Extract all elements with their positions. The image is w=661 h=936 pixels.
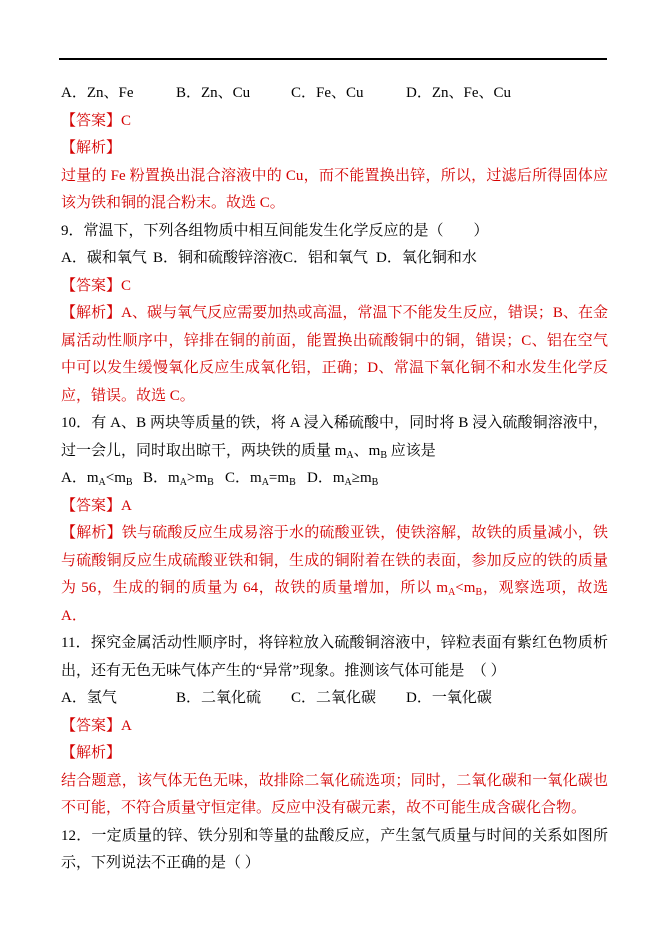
question-11-answer: 【答案】A xyxy=(61,717,132,734)
question-10-option-b: B．$m_A>m_B$ xyxy=(143,470,214,488)
question-9-options-row xyxy=(61,245,608,273)
question-10-option-c: C．$m_A=m_B$ xyxy=(225,470,296,488)
question-8-option-b: B．Zn、Cu xyxy=(176,85,251,101)
question-9-stem: 9．常温下，下列各组物质中相互间能发生化学反应的是（ ） xyxy=(61,222,489,239)
question-10-option-a: A．$m_A<m_B$ xyxy=(61,470,133,488)
question-9-option-b: B．铜和硫酸锌溶液 xyxy=(153,250,284,266)
question-11-analysis: 结合题意，该气体无色无味，故排除二氧化硫选项；同时，二氧化碳和一氧化碳也不可能，不符合质量守恒定律。反应中没有碳元素，故不可能生成含碳化合物。 xyxy=(61,772,608,816)
question-8-option-a: A．Zn、Fe xyxy=(61,85,134,101)
question-8-answer: 【答案】C xyxy=(61,112,132,129)
question-9-option-d: D．氧化铜和水 xyxy=(376,250,477,266)
question-11-options-row xyxy=(61,685,608,713)
question-8-option-c: C．Fe、Cu xyxy=(291,85,364,101)
question-9-option-a: A．碳和氧气 xyxy=(61,250,147,266)
question-11-stem: 11．探究金属活动性顺序时，将锌粒放入硫酸铜溶液中，锌粒表面有紫红色物质析出，还有无色无味气体产生的“异常”现象。推测该气体可能是 （ ） xyxy=(61,635,608,679)
question-8-option-d: D．Zn、Fe、Cu xyxy=(406,85,512,101)
document-content xyxy=(61,80,608,878)
question-8-options-row xyxy=(61,80,608,108)
question-9-analysis: 【解析】A、碳与氧气反应需要加热或高温，常温下不能发生反应，错误；B、在金属活动性顺序中，锌排在铜的前面，能置换出硫酸铜中的铜，错误；C、铝在空气中可以发生缓慢氧化反应生成氧化铝，正确；D、常温下氧化铜不和水发生化学反应，错误。故选 C。 xyxy=(61,305,608,404)
question-10-option-d: D．$m_A\ge m_B$ xyxy=(307,470,379,488)
question-8-analysis: 过量的 Fe 粉置换出混合溶液中的 Cu，而不能置换出锌，所以，过滤后所得固体应该为铁和铜的混合粉末。故选 C。 xyxy=(61,167,608,211)
question-9-option-c: C．铝和氧气 xyxy=(283,250,369,266)
question-9-answer: 【答案】C xyxy=(61,277,132,294)
question-11-option-a: A．氢气 xyxy=(61,690,117,706)
header-rule xyxy=(59,58,607,60)
question-12-stem: 12．一定质量的锌、铁分别和等量的盐酸反应，产生氢气质量与时间的关系如图所示，下列说法不正确的是（ ） xyxy=(61,827,608,871)
question-11-option-b: B．二氧化硫 xyxy=(176,690,262,706)
question-10-stem: 10．有 A、B 两块等质量的铁，将 A 浸入稀硫酸中，同时将 B 浸入硫酸铜溶液中，过一会儿，同时取出晾干，两块铁的质量 $m_A$、$m_B$ 应该是 xyxy=(61,415,608,461)
question-10-answer: 【答案】A xyxy=(61,497,132,514)
question-8-analysis-label: 【解析】 xyxy=(61,140,122,156)
question-11-option-c: C．二氧化碳 xyxy=(291,690,377,706)
question-11-analysis-label: 【解析】 xyxy=(61,745,122,761)
question-10-options-row xyxy=(61,465,608,493)
question-10-analysis: 【解析】铁与硫酸反应生成易溶于水的硫酸亚铁，使铁溶解，故铁的质量减小，铁与硫酸铜反应生成硫酸亚铁和铜，生成的铜附着在铁的表面，参加反应的铁的质量为 56，生成的铜的质量为 64，故铁的质量增加，所以 $m_A<m_B$，观察选项，故选 A． xyxy=(61,525,608,624)
question-11-option-d: D．一氧化碳 xyxy=(406,690,492,706)
